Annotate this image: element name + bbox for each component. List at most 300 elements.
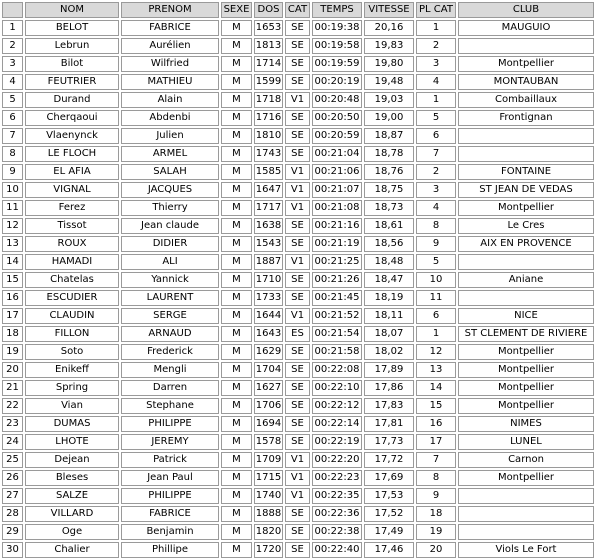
dos-cell: 1647 xyxy=(254,182,283,198)
sexe-cell: M xyxy=(221,146,252,162)
temps-cell: 00:21:45 xyxy=(312,290,362,306)
table-row xyxy=(2,308,594,324)
table-row xyxy=(2,236,594,252)
cat-cell: SE xyxy=(285,236,310,252)
sexe-cell: M xyxy=(221,326,252,342)
header-prenom: PRENOM xyxy=(121,2,219,18)
vitesse-cell: 19,00 xyxy=(364,110,414,126)
header-row xyxy=(2,2,594,18)
nom-cell: Enikeff xyxy=(25,362,119,378)
vitesse-cell: 18,11 xyxy=(364,308,414,324)
club-cell xyxy=(458,38,594,54)
dos-cell: 1644 xyxy=(254,308,283,324)
nom-cell: LHOTE xyxy=(25,434,119,450)
cat-cell: ES xyxy=(285,326,310,342)
header-vitesse: VITESSE xyxy=(364,2,414,18)
club-cell xyxy=(458,524,594,540)
temps-cell: 00:19:38 xyxy=(312,20,362,36)
cat-cell: SE xyxy=(285,290,310,306)
nom-cell: CLAUDIN xyxy=(25,308,119,324)
vitesse-cell: 17,53 xyxy=(364,488,414,504)
cat-cell: SE xyxy=(285,128,310,144)
table-row xyxy=(2,362,594,378)
dos-cell: 1717 xyxy=(254,200,283,216)
rank-cell: 27 xyxy=(2,488,23,504)
sexe-cell: M xyxy=(221,38,252,54)
temps-cell: 00:21:52 xyxy=(312,308,362,324)
header-nom: NOM xyxy=(25,2,119,18)
table-row xyxy=(2,326,594,342)
table-row xyxy=(2,218,594,234)
nom-cell: Bleses xyxy=(25,470,119,486)
cat-cell: SE xyxy=(285,110,310,126)
sexe-cell: M xyxy=(221,254,252,270)
dos-cell: 1714 xyxy=(254,56,283,72)
sexe-cell: M xyxy=(221,290,252,306)
pl-cat-cell: 7 xyxy=(416,146,456,162)
nom-cell: FILLON xyxy=(25,326,119,342)
cat-cell: SE xyxy=(285,38,310,54)
table-header xyxy=(2,2,594,18)
rank-cell: 7 xyxy=(2,128,23,144)
pl-cat-cell: 2 xyxy=(416,164,456,180)
table-body xyxy=(2,20,594,558)
prenom-cell: Stephane xyxy=(121,398,219,414)
prenom-cell: Jean Paul xyxy=(121,470,219,486)
nom-cell: Chatelas xyxy=(25,272,119,288)
prenom-cell: SERGE xyxy=(121,308,219,324)
temps-cell: 00:21:25 xyxy=(312,254,362,270)
club-cell: FONTAINE xyxy=(458,164,594,180)
vitesse-cell: 19,03 xyxy=(364,92,414,108)
temps-cell: 00:19:59 xyxy=(312,56,362,72)
prenom-cell: Yannick xyxy=(121,272,219,288)
table-row xyxy=(2,254,594,270)
cat-cell: SE xyxy=(285,362,310,378)
club-cell xyxy=(458,254,594,270)
rank-cell: 1 xyxy=(2,20,23,36)
pl-cat-cell: 6 xyxy=(416,308,456,324)
table-row xyxy=(2,38,594,54)
nom-cell: Vlaenynck xyxy=(25,128,119,144)
sexe-cell: M xyxy=(221,20,252,36)
rank-cell: 4 xyxy=(2,74,23,90)
cat-cell: SE xyxy=(285,74,310,90)
temps-cell: 00:22:19 xyxy=(312,434,362,450)
nom-cell: FEUTRIER xyxy=(25,74,119,90)
sexe-cell: M xyxy=(221,398,252,414)
table-row xyxy=(2,200,594,216)
temps-cell: 00:22:20 xyxy=(312,452,362,468)
rank-cell: 25 xyxy=(2,452,23,468)
prenom-cell: LAURENT xyxy=(121,290,219,306)
prenom-cell: Darren xyxy=(121,380,219,396)
header-rank xyxy=(2,2,23,18)
dos-cell: 1887 xyxy=(254,254,283,270)
prenom-cell: PHILIPPE xyxy=(121,488,219,504)
dos-cell: 1709 xyxy=(254,452,283,468)
prenom-cell: Wilfried xyxy=(121,56,219,72)
nom-cell: HAMADI xyxy=(25,254,119,270)
dos-cell: 1543 xyxy=(254,236,283,252)
table-row xyxy=(2,416,594,432)
temps-cell: 00:22:14 xyxy=(312,416,362,432)
cat-cell: SE xyxy=(285,434,310,450)
cat-cell: SE xyxy=(285,56,310,72)
club-cell xyxy=(458,506,594,522)
table-row xyxy=(2,434,594,450)
pl-cat-cell: 7 xyxy=(416,452,456,468)
sexe-cell: M xyxy=(221,200,252,216)
prenom-cell: Mengli xyxy=(121,362,219,378)
prenom-cell: ALI xyxy=(121,254,219,270)
temps-cell: 00:20:50 xyxy=(312,110,362,126)
sexe-cell: M xyxy=(221,92,252,108)
header-cat: CAT xyxy=(285,2,310,18)
temps-cell: 00:22:23 xyxy=(312,470,362,486)
prenom-cell: PHILIPPE xyxy=(121,416,219,432)
dos-cell: 1715 xyxy=(254,470,283,486)
dos-cell: 1716 xyxy=(254,110,283,126)
rank-cell: 28 xyxy=(2,506,23,522)
club-cell: Montpellier xyxy=(458,56,594,72)
table-row xyxy=(2,56,594,72)
club-cell xyxy=(458,290,594,306)
pl-cat-cell: 18 xyxy=(416,506,456,522)
pl-cat-cell: 8 xyxy=(416,470,456,486)
rank-cell: 8 xyxy=(2,146,23,162)
pl-cat-cell: 1 xyxy=(416,92,456,108)
cat-cell: SE xyxy=(285,506,310,522)
sexe-cell: M xyxy=(221,272,252,288)
header-pl-cat: PL CAT xyxy=(416,2,456,18)
dos-cell: 1627 xyxy=(254,380,283,396)
club-cell: Montpellier xyxy=(458,398,594,414)
club-cell: Carnon xyxy=(458,452,594,468)
rank-cell: 30 xyxy=(2,542,23,558)
temps-cell: 00:22:36 xyxy=(312,506,362,522)
cat-cell: V1 xyxy=(285,308,310,324)
rank-cell: 9 xyxy=(2,164,23,180)
nom-cell: LE FLOCH xyxy=(25,146,119,162)
rank-cell: 5 xyxy=(2,92,23,108)
header-temps: TEMPS xyxy=(312,2,362,18)
vitesse-cell: 18,75 xyxy=(364,182,414,198)
table-row xyxy=(2,398,594,414)
vitesse-cell: 18,47 xyxy=(364,272,414,288)
table-row xyxy=(2,164,594,180)
nom-cell: ESCUDIER xyxy=(25,290,119,306)
table-row xyxy=(2,110,594,126)
table-row xyxy=(2,380,594,396)
vitesse-cell: 18,87 xyxy=(364,128,414,144)
club-cell xyxy=(458,488,594,504)
dos-cell: 1578 xyxy=(254,434,283,450)
cat-cell: SE xyxy=(285,272,310,288)
nom-cell: Dejean xyxy=(25,452,119,468)
rank-cell: 11 xyxy=(2,200,23,216)
pl-cat-cell: 3 xyxy=(416,182,456,198)
dos-cell: 1820 xyxy=(254,524,283,540)
cat-cell: SE xyxy=(285,524,310,540)
dos-cell: 1638 xyxy=(254,218,283,234)
table-row xyxy=(2,20,594,36)
cat-cell: SE xyxy=(285,20,310,36)
pl-cat-cell: 1 xyxy=(416,20,456,36)
pl-cat-cell: 6 xyxy=(416,128,456,144)
temps-cell: 00:21:54 xyxy=(312,326,362,342)
nom-cell: Cherqaoui xyxy=(25,110,119,126)
table-row xyxy=(2,452,594,468)
sexe-cell: M xyxy=(221,182,252,198)
rank-cell: 29 xyxy=(2,524,23,540)
vitesse-cell: 17,81 xyxy=(364,416,414,432)
nom-cell: VILLARD xyxy=(25,506,119,522)
pl-cat-cell: 3 xyxy=(416,56,456,72)
pl-cat-cell: 9 xyxy=(416,236,456,252)
sexe-cell: M xyxy=(221,164,252,180)
dos-cell: 1585 xyxy=(254,164,283,180)
rank-cell: 17 xyxy=(2,308,23,324)
temps-cell: 00:19:58 xyxy=(312,38,362,54)
rank-cell: 14 xyxy=(2,254,23,270)
pl-cat-cell: 4 xyxy=(416,74,456,90)
table-row xyxy=(2,128,594,144)
rank-cell: 18 xyxy=(2,326,23,342)
table-row xyxy=(2,182,594,198)
table-row xyxy=(2,92,594,108)
cat-cell: V1 xyxy=(285,470,310,486)
prenom-cell: JACQUES xyxy=(121,182,219,198)
pl-cat-cell: 5 xyxy=(416,254,456,270)
rank-cell: 12 xyxy=(2,218,23,234)
nom-cell: Ferez xyxy=(25,200,119,216)
cat-cell: V1 xyxy=(285,254,310,270)
nom-cell: Chalier xyxy=(25,542,119,558)
club-cell: NIMES xyxy=(458,416,594,432)
rank-cell: 10 xyxy=(2,182,23,198)
temps-cell: 00:21:16 xyxy=(312,218,362,234)
temps-cell: 00:22:35 xyxy=(312,488,362,504)
pl-cat-cell: 8 xyxy=(416,218,456,234)
rank-cell: 6 xyxy=(2,110,23,126)
club-cell: MAUGUIO xyxy=(458,20,594,36)
sexe-cell: M xyxy=(221,452,252,468)
dos-cell: 1629 xyxy=(254,344,283,360)
cat-cell: SE xyxy=(285,344,310,360)
club-cell: AIX EN PROVENCE xyxy=(458,236,594,252)
pl-cat-cell: 5 xyxy=(416,110,456,126)
vitesse-cell: 17,86 xyxy=(364,380,414,396)
dos-cell: 1810 xyxy=(254,128,283,144)
dos-cell: 1888 xyxy=(254,506,283,522)
club-cell: Montpellier xyxy=(458,470,594,486)
cat-cell: SE xyxy=(285,542,310,558)
pl-cat-cell: 4 xyxy=(416,200,456,216)
table-row xyxy=(2,524,594,540)
nom-cell: Bilot xyxy=(25,56,119,72)
table-row xyxy=(2,470,594,486)
club-cell: LUNEL xyxy=(458,434,594,450)
prenom-cell: FABRICE xyxy=(121,506,219,522)
vitesse-cell: 17,73 xyxy=(364,434,414,450)
rank-cell: 22 xyxy=(2,398,23,414)
prenom-cell: ARMEL xyxy=(121,146,219,162)
club-cell: Frontignan xyxy=(458,110,594,126)
vitesse-cell: 17,52 xyxy=(364,506,414,522)
sexe-cell: M xyxy=(221,362,252,378)
temps-cell: 00:22:12 xyxy=(312,398,362,414)
table-row xyxy=(2,488,594,504)
dos-cell: 1706 xyxy=(254,398,283,414)
nom-cell: BELOT xyxy=(25,20,119,36)
rank-cell: 2 xyxy=(2,38,23,54)
header-dos: DOS xyxy=(254,2,283,18)
cat-cell: SE xyxy=(285,146,310,162)
pl-cat-cell: 15 xyxy=(416,398,456,414)
prenom-cell: Jean claude xyxy=(121,218,219,234)
cat-cell: SE xyxy=(285,218,310,234)
prenom-cell: Aurélien xyxy=(121,38,219,54)
temps-cell: 00:22:10 xyxy=(312,380,362,396)
vitesse-cell: 19,83 xyxy=(364,38,414,54)
vitesse-cell: 18,61 xyxy=(364,218,414,234)
table-row xyxy=(2,542,594,558)
vitesse-cell: 18,19 xyxy=(364,290,414,306)
vitesse-cell: 17,46 xyxy=(364,542,414,558)
prenom-cell: FABRICE xyxy=(121,20,219,36)
sexe-cell: M xyxy=(221,506,252,522)
pl-cat-cell: 11 xyxy=(416,290,456,306)
vitesse-cell: 18,76 xyxy=(364,164,414,180)
dos-cell: 1743 xyxy=(254,146,283,162)
header-sexe: SEXE xyxy=(221,2,252,18)
sexe-cell: M xyxy=(221,488,252,504)
rank-cell: 24 xyxy=(2,434,23,450)
rank-cell: 15 xyxy=(2,272,23,288)
pl-cat-cell: 9 xyxy=(416,488,456,504)
prenom-cell: Patrick xyxy=(121,452,219,468)
vitesse-cell: 17,83 xyxy=(364,398,414,414)
temps-cell: 00:22:08 xyxy=(312,362,362,378)
temps-cell: 00:21:04 xyxy=(312,146,362,162)
nom-cell: VIGNAL xyxy=(25,182,119,198)
prenom-cell: DIDIER xyxy=(121,236,219,252)
club-cell: ST CLEMENT DE RIVIERE xyxy=(458,326,594,342)
dos-cell: 1643 xyxy=(254,326,283,342)
table-row xyxy=(2,290,594,306)
header-club: CLUB xyxy=(458,2,594,18)
nom-cell: ROUX xyxy=(25,236,119,252)
table-row xyxy=(2,344,594,360)
club-cell xyxy=(458,146,594,162)
prenom-cell: MATHIEU xyxy=(121,74,219,90)
prenom-cell: ARNAUD xyxy=(121,326,219,342)
nom-cell: Tissot xyxy=(25,218,119,234)
sexe-cell: M xyxy=(221,128,252,144)
temps-cell: 00:20:59 xyxy=(312,128,362,144)
cat-cell: SE xyxy=(285,380,310,396)
rank-cell: 20 xyxy=(2,362,23,378)
temps-cell: 00:21:58 xyxy=(312,344,362,360)
prenom-cell: Abdenbi xyxy=(121,110,219,126)
temps-cell: 00:20:48 xyxy=(312,92,362,108)
table-row xyxy=(2,272,594,288)
club-cell xyxy=(458,128,594,144)
vitesse-cell: 17,72 xyxy=(364,452,414,468)
sexe-cell: M xyxy=(221,344,252,360)
sexe-cell: M xyxy=(221,218,252,234)
pl-cat-cell: 13 xyxy=(416,362,456,378)
rank-cell: 26 xyxy=(2,470,23,486)
dos-cell: 1720 xyxy=(254,542,283,558)
rank-cell: 3 xyxy=(2,56,23,72)
nom-cell: Oge xyxy=(25,524,119,540)
vitesse-cell: 19,80 xyxy=(364,56,414,72)
rank-cell: 21 xyxy=(2,380,23,396)
dos-cell: 1740 xyxy=(254,488,283,504)
temps-cell: 00:21:07 xyxy=(312,182,362,198)
dos-cell: 1599 xyxy=(254,74,283,90)
nom-cell: Durand xyxy=(25,92,119,108)
vitesse-cell: 18,78 xyxy=(364,146,414,162)
temps-cell: 00:22:40 xyxy=(312,542,362,558)
prenom-cell: Phillipe xyxy=(121,542,219,558)
table-row xyxy=(2,146,594,162)
table-row xyxy=(2,506,594,522)
table-row xyxy=(2,74,594,90)
prenom-cell: Benjamin xyxy=(121,524,219,540)
vitesse-cell: 20,16 xyxy=(364,20,414,36)
rank-cell: 19 xyxy=(2,344,23,360)
pl-cat-cell: 20 xyxy=(416,542,456,558)
cat-cell: V1 xyxy=(285,164,310,180)
pl-cat-cell: 14 xyxy=(416,380,456,396)
rank-cell: 23 xyxy=(2,416,23,432)
sexe-cell: M xyxy=(221,524,252,540)
cat-cell: SE xyxy=(285,398,310,414)
nom-cell: SALZE xyxy=(25,488,119,504)
cat-cell: SE xyxy=(285,416,310,432)
rank-cell: 16 xyxy=(2,290,23,306)
nom-cell: Vian xyxy=(25,398,119,414)
pl-cat-cell: 2 xyxy=(416,38,456,54)
sexe-cell: M xyxy=(221,416,252,432)
dos-cell: 1694 xyxy=(254,416,283,432)
pl-cat-cell: 17 xyxy=(416,434,456,450)
sexe-cell: M xyxy=(221,542,252,558)
vitesse-cell: 18,07 xyxy=(364,326,414,342)
cat-cell: V1 xyxy=(285,488,310,504)
sexe-cell: M xyxy=(221,236,252,252)
nom-cell: Lebrun xyxy=(25,38,119,54)
vitesse-cell: 18,56 xyxy=(364,236,414,252)
vitesse-cell: 17,49 xyxy=(364,524,414,540)
temps-cell: 00:21:08 xyxy=(312,200,362,216)
temps-cell: 00:22:38 xyxy=(312,524,362,540)
dos-cell: 1733 xyxy=(254,290,283,306)
nom-cell: DUMAS xyxy=(25,416,119,432)
prenom-cell: Julien xyxy=(121,128,219,144)
sexe-cell: M xyxy=(221,56,252,72)
nom-cell: EL AFIA xyxy=(25,164,119,180)
cat-cell: V1 xyxy=(285,92,310,108)
prenom-cell: JEREMY xyxy=(121,434,219,450)
club-cell: Viols Le Fort xyxy=(458,542,594,558)
rank-cell: 13 xyxy=(2,236,23,252)
cat-cell: V1 xyxy=(285,452,310,468)
dos-cell: 1718 xyxy=(254,92,283,108)
